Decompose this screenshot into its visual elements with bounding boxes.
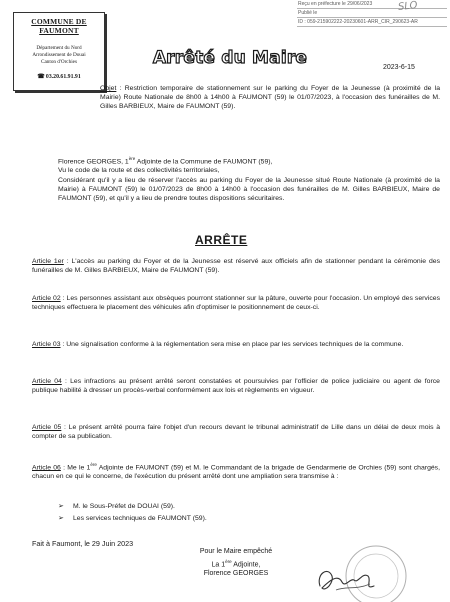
arrow-bullet-icon: ➢	[58, 503, 64, 511]
commune-info	[14, 45, 104, 66]
article-2-text: : Les personnes assistant aux obsèques pourront stationner sur la pâture, ouverte pour l'occasion. Un employé des services techniques effectuera le placement des véhicules afin d'optimiser le positionnement de ceux-ci.	[32, 295, 441, 312]
department-text: Département du Nord	[36, 45, 82, 51]
sig-line-1: Pour le Maire empêché	[199, 548, 273, 555]
commune-name-line2: FAUMONT	[39, 26, 79, 35]
commune-name	[14, 17, 104, 35]
arrow-bullet-icon: ➢	[58, 515, 64, 523]
commune-name-line1: COMMUNE DE	[31, 17, 87, 26]
place-date: Fait à Faumont, le 29 Juin 2023	[32, 539, 134, 548]
article-2	[32, 294, 440, 312]
sig-line-2-sup: ère	[225, 558, 232, 564]
sig-line-2	[186, 557, 286, 570]
objet-paragraph	[100, 84, 440, 112]
objet-label: Objet	[100, 85, 117, 92]
list-item	[58, 513, 418, 525]
list-item	[58, 501, 418, 513]
article-3-text: : Une signalisation conforme à la réglementation sera mise en place par les services techniques de la commune.	[60, 341, 404, 348]
recipients-list	[58, 501, 418, 525]
objet-text: : Restriction temporaire de stationnement sur le parking du Foyer de la Jeunesse (à proximité de la Mairie) Route Nationale de 8h00 à 14h00 à FAUMONT (59) le 01/07/2023, à l'occasion des funérailles de M. Gilles BARBIEUX, Maire de FAUMONT (59).	[100, 85, 440, 111]
article-6-pre: : Me le 1	[60, 464, 91, 472]
stamp-id: ID : 059-215902222-20230601-ARR_CIR_290623-AR	[297, 18, 447, 27]
article-5-label: Article 05	[32, 424, 62, 431]
document-title: Arrêté du Maire	[152, 48, 308, 68]
article-6	[32, 460, 440, 482]
handwritten-signature-icon	[312, 560, 382, 600]
article-4-label: Article 04	[32, 378, 62, 385]
arrete-heading: ARRÊTE	[195, 233, 248, 247]
article-6-label: Article 06	[32, 464, 61, 472]
commune-box	[13, 12, 105, 91]
article-3-label: Article 03	[32, 341, 61, 348]
article-1-text: : L'accès au parking du Foyer et de la Jeunesse est réservé aux officiels afin de stationner pendant la cérémonie des funérailles de M. Gilles BARBIEUX, Maire de FAUMONT (59).	[32, 258, 440, 275]
sig-line-2-pre: La 1	[211, 560, 226, 568]
article-6-sup: ère	[90, 462, 97, 467]
preamble-author-sup: ère	[128, 156, 136, 161]
recipient-text: M. le Sous-Préfet de DOUAI (59).	[73, 503, 175, 511]
preamble-author	[58, 154, 440, 166]
document-reference: 2023-6-15	[383, 64, 415, 71]
article-1-label: Article 1er	[32, 258, 64, 265]
stamp-received: Reçu en préfecture le 29/06/2023	[297, 0, 447, 9]
stamp-published: Publié le	[297, 9, 447, 18]
preamble-vu: Vu le code de la route et des collectivités territoriales,	[58, 167, 220, 175]
article-4-text: : Les infractions au présent arrêté seront constatées et poursuivies par l'officier de police judiciaire ou agent de force publique habilité à dresser un procès-verbal conformément aux lois et règlements en vigueur.	[32, 378, 440, 395]
article-5	[32, 423, 440, 441]
signature-block	[186, 547, 286, 579]
preamble-author-post: Adjointe de la Commune de FAUMONT (59),	[135, 158, 273, 166]
arrondissement-text: Arrondissement de Douai	[32, 52, 86, 58]
article-1	[32, 257, 440, 275]
article-5-text: : Le présent arrêté pourra faire l'objet d'un recours devant le tribunal administratif de Lille dans un délai de deux mois à compter de sa publication.	[32, 424, 441, 441]
handwritten-note: SLO	[397, 0, 419, 13]
article-4	[32, 377, 440, 395]
canton-text: Canton d'Orchies	[41, 59, 77, 65]
article-2-label: Article 02	[32, 295, 61, 302]
sig-line-2-post: Adjointe,	[231, 560, 261, 568]
preamble-author-pre: Florence GEORGES, 1	[58, 158, 129, 166]
reception-stamp	[297, 0, 447, 35]
sig-line-3: Florence GEORGES	[203, 570, 269, 578]
article-6-post: Adjointe de FAUMONT (59) et M. le Commandant de la brigade de Gendarmerie de Orchies (59) sont chargés, chacun en ce qui le concerne, de l'exécution du présent arrêté dont une ampliation sera transmise à :	[32, 464, 441, 481]
phone-number: ☎ 03.20.61.91.91	[37, 74, 81, 80]
preamble-considerant: Considérant qu'il y a lieu de réserver l'accès au parking du Foyer de la Jeunesse situé Route Nationale (à proximité de la Mairie) à FAUMONT (59) le 01/07/2023 de 8h00 à 14h00 à l'occasion des funérailles de M. Gilles BARBIEUX, Maire de FAUMONT (59), et qu'il y a lieu de prendre toutes dispositions sécuritaires.	[58, 176, 440, 203]
recipient-text: Les services techniques de FAUMONT (59).	[73, 515, 207, 523]
preamble	[58, 154, 440, 203]
article-3	[32, 340, 440, 349]
